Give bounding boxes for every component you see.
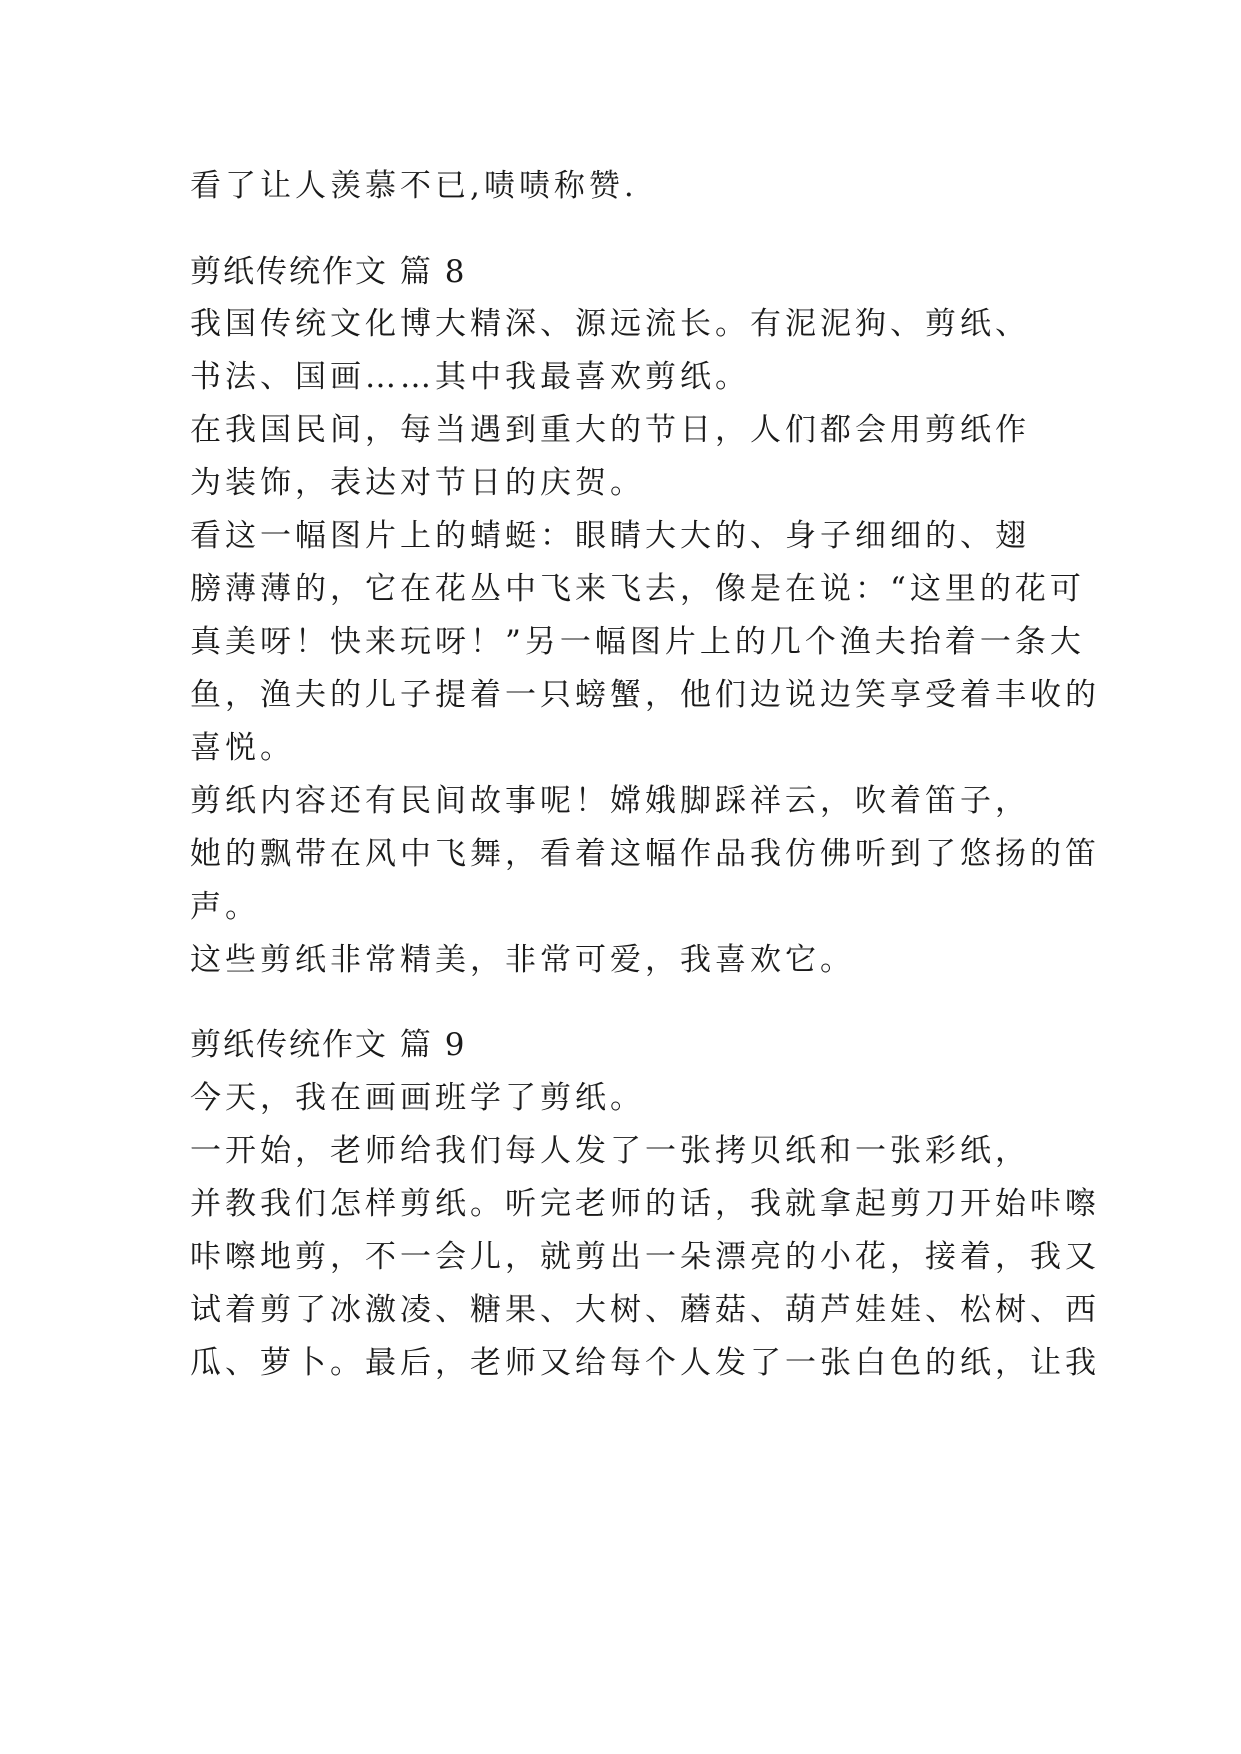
section-8-paragraph-3-line-5: 喜悦。 [190,730,295,766]
section-9-paragraph-2-line-5: 瓜、萝卜。最后，老师又给每个人发了一张白色的纸，让我 [190,1345,1100,1381]
section-8-paragraph-2-line-1: 在我国民间，每当遇到重大的节日，人们都会用剪纸作 [190,412,1030,448]
section-8-paragraph-1-line-1: 我国传统文化博大精深、源远流长。有泥泥狗、剪纸、 [190,306,1030,342]
section-8-paragraph-2-line-2: 为装饰，表达对节日的庆贺。 [190,465,645,501]
section-8-paragraph-4-line-3: 声。 [190,889,260,925]
section-8-paragraph-3-line-3: 真美呀！快来玩呀！”另一幅图片上的几个渔夫抬着一条大 [190,624,1085,660]
section-9-paragraph-2-line-1: 一开始，老师给我们每人发了一张拷贝纸和一张彩纸， [190,1133,1030,1169]
section-9-paragraph-2-line-4: 试着剪了冰激凌、糖果、大树、蘑菇、葫芦娃娃、松树、西 [190,1292,1100,1328]
section-9-paragraph-2-line-3: 咔嚓地剪，不一会儿，就剪出一朵漂亮的小花，接着，我又 [190,1239,1100,1275]
section-8-paragraph-1-line-2: 书法、国画……其中我最喜欢剪纸。 [190,359,750,395]
intro-tail-line: 看了让人羡慕不已,啧啧称赞. [190,168,638,204]
section-8-paragraph-3-line-1: 看这一幅图片上的蜻蜓：眼睛大大的、身子细细的、翅 [190,518,1030,554]
section-9-paragraph-1-line-1: 今天，我在画画班学了剪纸。 [190,1080,645,1116]
section-8-paragraph-3-line-4: 鱼，渔夫的儿子提着一只螃蟹，他们边说边笑享受着丰收的 [190,677,1100,713]
section-9-paragraph-2-line-2: 并教我们怎样剪纸。听完老师的话，我就拿起剪刀开始咔嚓 [190,1186,1100,1222]
section-9-heading: 剪纸传统作文 篇 9 [190,1027,467,1063]
section-8-paragraph-3-line-2: 膀薄薄的，它在花丛中飞来飞去，像是在说：“这里的花可 [190,571,1085,607]
section-8-paragraph-4-line-1: 剪纸内容还有民间故事呢！嫦娥脚踩祥云，吹着笛子， [190,783,1030,819]
section-8-heading: 剪纸传统作文 篇 8 [190,254,467,290]
section-8-paragraph-5-line-1: 这些剪纸非常精美，非常可爱，我喜欢它。 [190,942,855,978]
section-8-paragraph-4-line-2: 她的飘带在风中飞舞，看着这幅作品我仿佛听到了悠扬的笛 [190,836,1100,872]
